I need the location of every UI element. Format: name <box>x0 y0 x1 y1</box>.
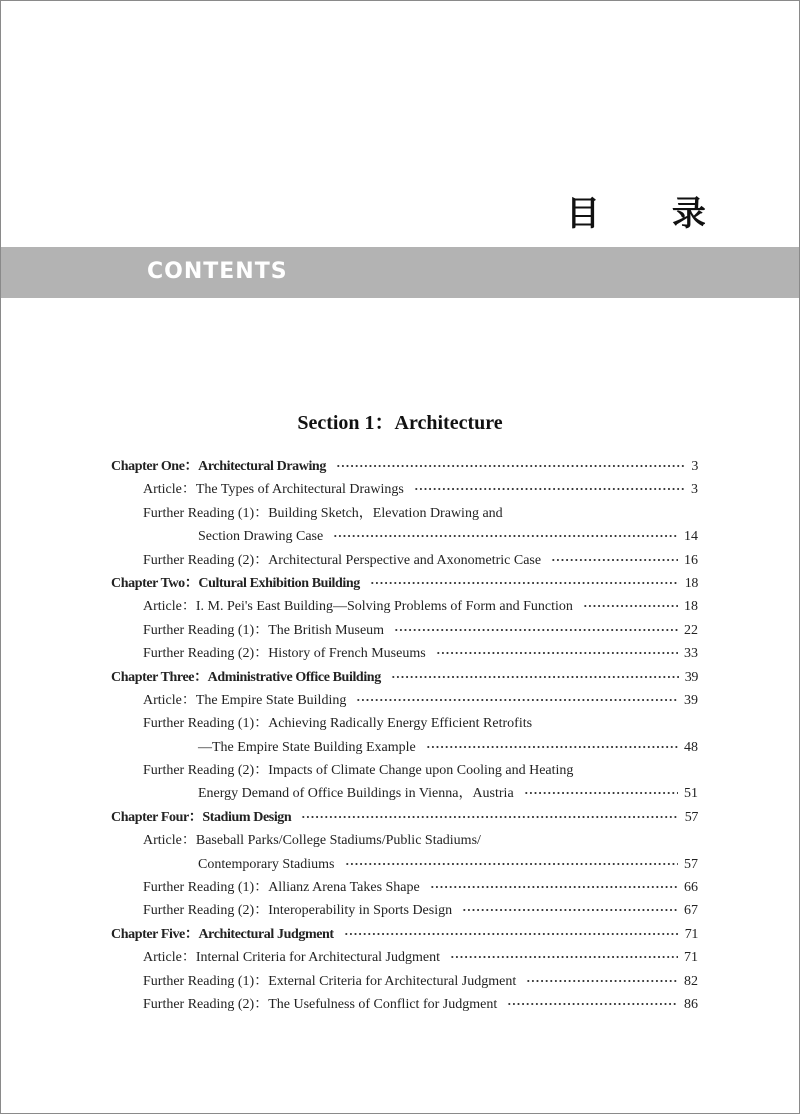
toc-entry[interactable] <box>111 946 698 969</box>
toc-chapter-entry[interactable] <box>111 666 698 689</box>
toc-entry[interactable] <box>111 899 698 922</box>
toc-entry-continuation[interactable] <box>111 782 698 805</box>
toc-entry-title: Section Drawing Case <box>198 529 324 545</box>
toc-entry-continuation[interactable] <box>111 736 698 759</box>
toc-entry-title: Further Reading (1)：External Criteria for Architectural Judgment <box>143 973 517 989</box>
contents-label: CONTENTS <box>147 259 288 284</box>
dot-leader <box>426 743 678 751</box>
page-number: 39 <box>684 669 698 685</box>
toc-entry-title: Article：The Empire State Building <box>143 692 347 708</box>
toc-chapter-entry[interactable] <box>111 455 698 478</box>
dot-leader <box>430 883 678 891</box>
toc-entry[interactable] <box>111 502 698 525</box>
toc-entry-title: Further Reading (1)：Building Sketch，Elevation Drawing and <box>143 505 503 521</box>
toc-chapter-entry[interactable] <box>111 572 698 595</box>
toc-entry-title: Further Reading (2)：Architectural Perspective and Axonometric Case <box>143 552 542 568</box>
toc-entry-title: Article：Internal Criteria for Architectural Judgment <box>143 950 441 966</box>
page-number: 57 <box>684 809 698 825</box>
dot-leader <box>436 649 678 657</box>
page-number: 71 <box>684 926 698 942</box>
dot-leader <box>507 1000 678 1008</box>
toc-entry[interactable] <box>111 619 698 642</box>
toc-entry[interactable] <box>111 712 698 735</box>
toc-entry-title: Further Reading (2)：The Usefulness of Conflict for Judgment <box>143 996 498 1012</box>
toc-chapter-entry[interactable] <box>111 806 698 829</box>
toc-entry-title: Energy Demand of Office Buildings in Vienna，Austria <box>198 786 514 802</box>
page-number: 18 <box>684 599 698 615</box>
page-number: 82 <box>684 973 698 989</box>
toc-entry[interactable] <box>111 993 698 1016</box>
dot-leader <box>394 626 678 634</box>
dot-leader <box>450 953 678 961</box>
toc-entry-title: Article：I. M. Pei's East Building—Solving Problems of Form and Function <box>143 599 573 615</box>
dot-leader <box>370 579 679 587</box>
toc-entry-continuation[interactable] <box>111 525 698 548</box>
page-number: 16 <box>684 552 698 568</box>
toc-entry[interactable] <box>111 970 698 993</box>
dot-leader <box>391 673 679 681</box>
toc-entry-title: Further Reading (2)：Interoperability in Sports Design <box>143 903 453 919</box>
dot-leader <box>336 462 685 470</box>
toc-entry[interactable] <box>111 876 698 899</box>
page-number: 57 <box>684 856 698 872</box>
dot-leader <box>345 860 679 868</box>
page-number: 39 <box>684 692 698 708</box>
dot-leader <box>462 906 678 914</box>
contents-banner <box>1 247 799 298</box>
toc-entry-title: Chapter Three：Administrative Office Building <box>111 669 381 685</box>
toc-chapter-entry[interactable] <box>111 923 698 946</box>
toc-entry-title: Contemporary Stadiums <box>198 856 335 872</box>
dot-leader <box>414 485 685 493</box>
dot-leader <box>524 789 678 797</box>
toc-entry-title: Further Reading (1)：Allianz Arena Takes Shape <box>143 880 420 896</box>
toc-entry-title: Article：The Types of Architectural Drawings <box>143 482 404 498</box>
toc-entry-title: Chapter One：Architectural Drawing <box>111 459 326 474</box>
page-number: 3 <box>691 482 698 498</box>
page-number: 86 <box>684 996 698 1012</box>
page-number: 18 <box>684 575 698 591</box>
toc-entry[interactable] <box>111 759 698 782</box>
dot-leader <box>551 556 678 564</box>
toc-entry[interactable] <box>111 689 698 712</box>
toc-entry-title: Further Reading (2)：History of French Museums <box>143 646 426 662</box>
toc-entry[interactable] <box>111 642 698 665</box>
toc-entry[interactable] <box>111 595 698 618</box>
toc-entry[interactable] <box>111 549 698 572</box>
page-number: 67 <box>684 903 698 919</box>
toc-entry[interactable] <box>111 478 698 501</box>
page-number: 48 <box>684 739 698 755</box>
toc-entry-title: Chapter Two：Cultural Exhibition Building <box>111 575 360 591</box>
toc-entry-continuation[interactable] <box>111 853 698 876</box>
dot-leader <box>333 532 678 540</box>
dot-leader <box>356 696 678 704</box>
page-number: 66 <box>684 880 698 896</box>
page-number: 51 <box>684 786 698 802</box>
chinese-title: 目 录 <box>566 194 736 234</box>
page-number: 14 <box>684 529 698 545</box>
dot-leader <box>301 813 679 821</box>
toc-entry[interactable] <box>111 829 698 852</box>
toc-entry-title: Chapter Four：Stadium Design <box>111 809 292 825</box>
dot-leader <box>583 602 678 610</box>
page-number: 22 <box>684 622 698 638</box>
page-number: 33 <box>684 646 698 662</box>
toc-entry-title: Further Reading (1)：Achieving Radically Energy Efficient Retrofits <box>143 716 533 732</box>
toc-entry-title: Further Reading (2)：Impacts of Climate Change upon Cooling and Heating <box>143 763 574 779</box>
toc-entry-title: —The Empire State Building Example <box>198 739 416 755</box>
toc-entry-title: Further Reading (1)：The British Museum <box>143 622 385 638</box>
dot-leader <box>526 977 678 985</box>
section-title: Section 1：Architecture <box>297 412 503 434</box>
page-number: 3 <box>691 459 698 474</box>
toc-entry-title: Chapter Five：Architectural Judgment <box>111 926 334 942</box>
dot-leader <box>344 930 679 938</box>
page-number: 71 <box>684 950 698 966</box>
toc-entry-title: Article：Baseball Parks/College Stadiums/Public Stadiums/ <box>143 833 481 849</box>
table-of-contents <box>111 455 698 1016</box>
